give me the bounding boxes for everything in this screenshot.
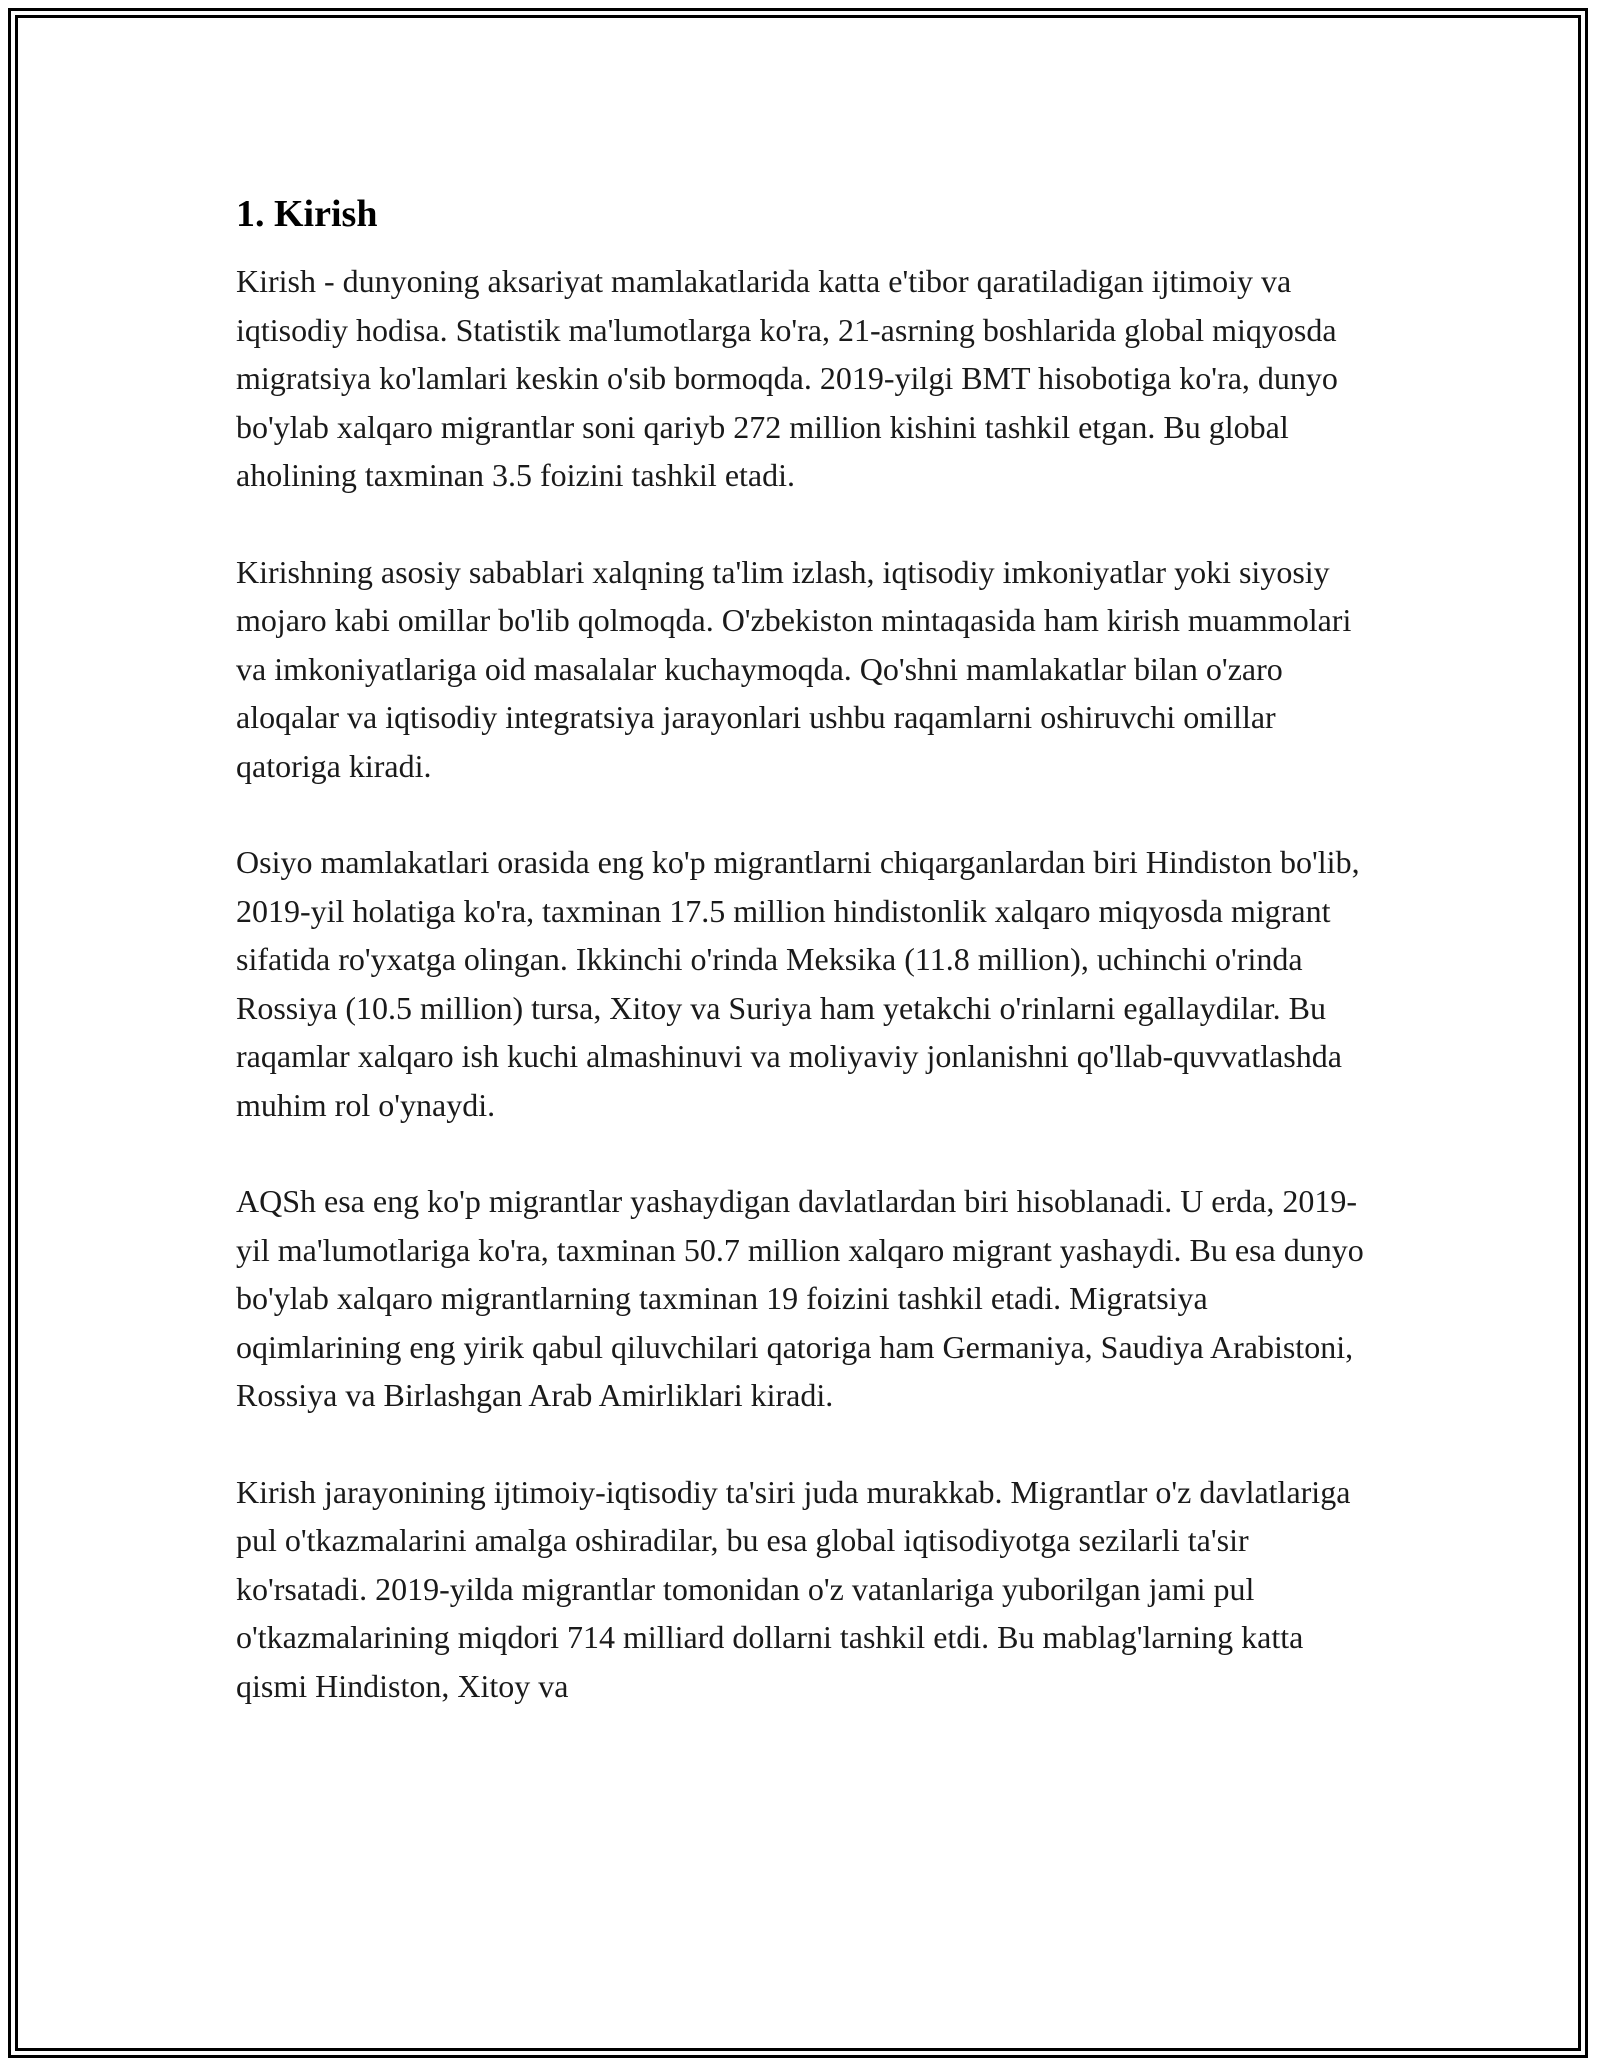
document-body (236, 185, 1376, 1710)
paragraph-2: Kirishning asosiy sabablari xalqning ta'lim izlash, iqtisodiy imkoniyatlar yoki siyosiy mojaro kabi omillar bo'lib qolmoqda. O'zbekiston mintaqasida ham kirish muammolari va imkoniyatlariga oid masalalar kuchaymoqda. Qo'shni mamlakatlar bilan o'zaro aloqalar va iqtisodiy integratsiya jarayonlari ushbu raqamlarni oshiruvchi omillar qatoriga kiradi. (236, 553, 1352, 784)
paragraph-3: Osiyo mamlakatlari orasida eng ko'p migrantlarni chiqarganlardan biri Hindiston bo'lib, 2019-yil holatiga ko'ra, taxminan 17.5 million hindistonlik xalqaro miqyosda migrant sifatida ro'yxatga olingan. Ikkinchi o'rinda Meksika (11.8 million), uchinchi o'rinda Rossiya (10.5 million) tursa, Xitoy va Suriya ham yetakchi o'rinlarni egallaydilar. Bu raqamlar xalqaro ish kuchi almashinuvi va moliyaviy jonlanishni qo'llab-quvvatlashda muhim rol o'ynaydi. (236, 844, 1360, 1123)
paragraph-4: AQSh esa eng ko'p migrantlar yashaydigan davlatlardan biri hisoblanadi. U erda, 2019-yil ma'lumotlariga ko'ra, taxminan 50.7 million xalqaro migrant yashaydi. Bu esa dunyo bo'ylab xalqaro migrantlarning taxminan 19 foizini tashkil etadi. Migratsiya oqimlarining eng yirik qabul qiluvchilari qatoriga ham Germaniya, Saudiya Arabistoni, Rossiya va Birlashgan Arab Amirliklari kiradi. (236, 1183, 1364, 1413)
paragraph-5: Kirish jarayonining ijtimoiy-iqtisodiy ta'siri juda murakkab. Migrantlar o'z davlatlariga pul o'tkazmalarini amalga oshiradilar, bu esa global iqtisodiyotga sezilarli ta'sir ko'rsatadi. 2019-yilda migrantlar tomonidan o'z vatanlariga yuborilgan jami pul o'tkazmalarining miqdori 714 milliard dollarni tashkil etdi. Bu mablag'larning katta qismi Hindiston, Xitoy va (236, 1473, 1351, 1704)
paragraph-1: Kirish - dunyoning aksariyat mamlakatlarida katta e'tibor qaratiladigan ijtimoiy va iqtisodiy hodisa. Statistik ma'lumotlarga ko'ra, 21-asrning boshlarida global miqyosda migratsiya ko'lamlari keskin o'sib bormoqda. 2019-yilgi BMT hisobotiga ko'ra, dunyo bo'ylab xalqaro migrantlar soni qariyb 272 million kishini tashkil etgan. Bu global aholining taxminan 3.5 foizini tashkil etadi. (236, 263, 1338, 493)
section-heading: 1. Kirish (236, 193, 378, 235)
